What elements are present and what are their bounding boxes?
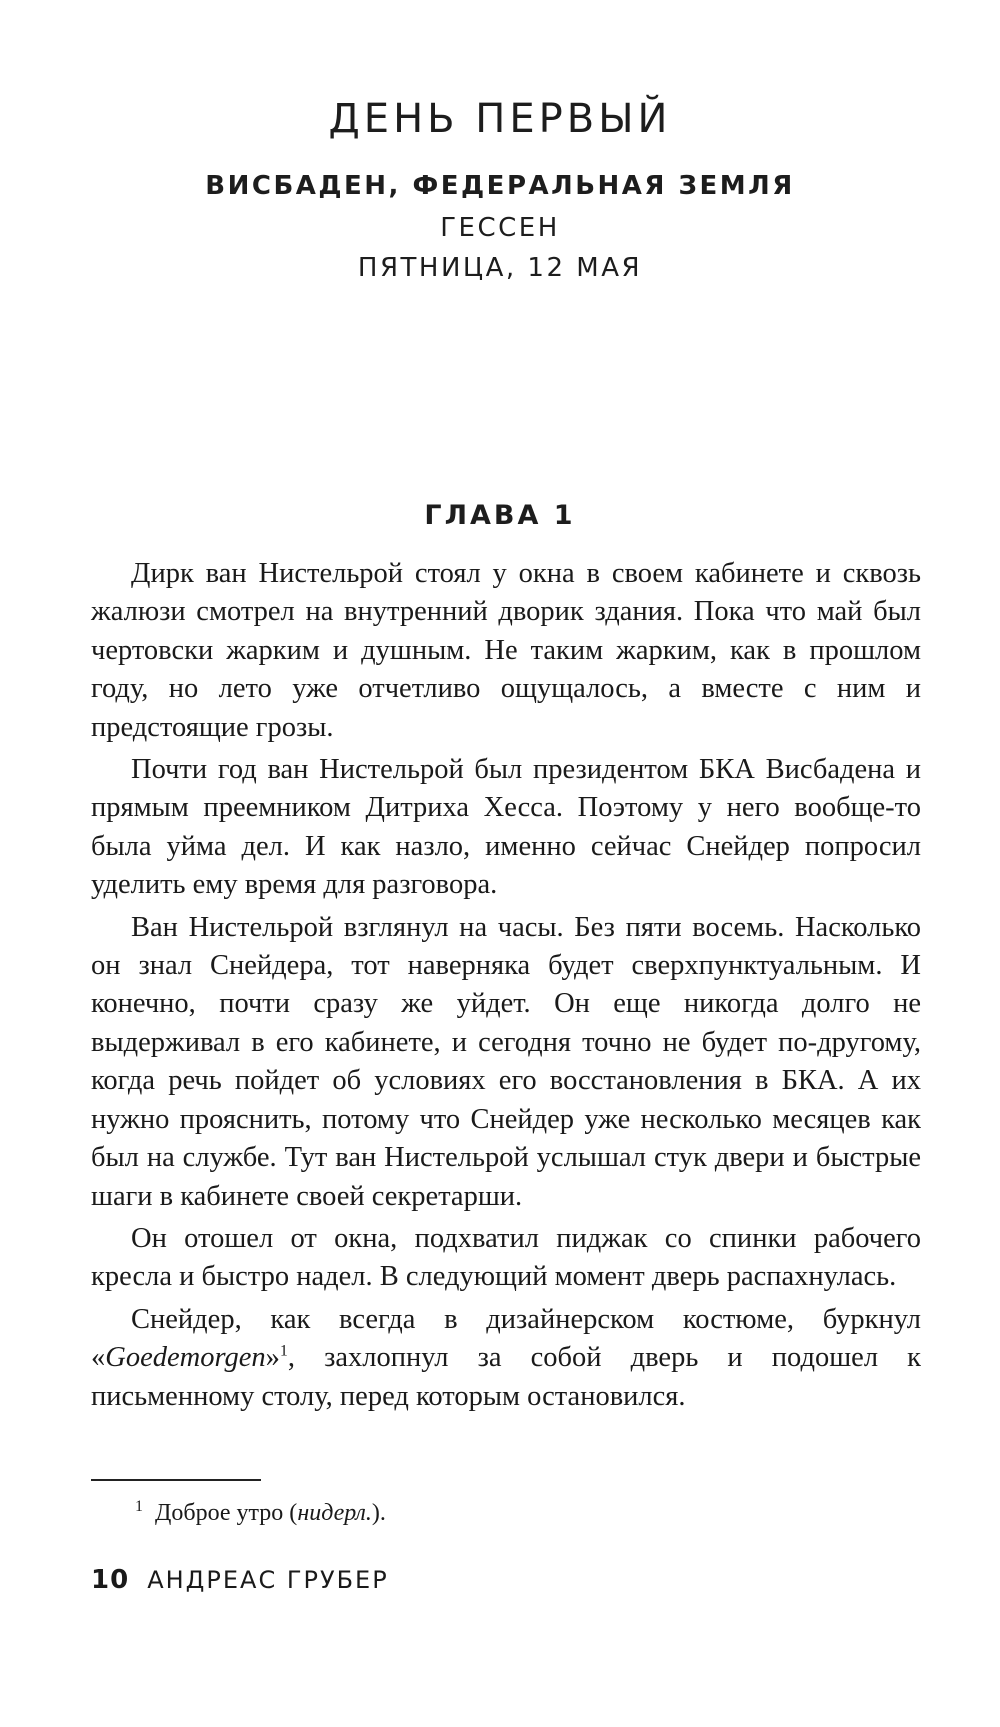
paragraph-5-start: Снейдер, как всегда в дизайнерском костюме, буркнул « [91,1303,921,1374]
page-number: 10 [91,1565,130,1595]
location-line-1: ВИСБАДЕН, ФЕДЕРАЛЬНАЯ ЗЕМЛЯ [205,171,795,201]
foreign-word: Goedemorgen [105,1342,266,1374]
footnote [135,1498,386,1528]
paragraph-5-end: , захлопнул за собой дверь и подошел к письменному столу, перед которым остановился. [91,1342,921,1412]
footnote-ref[interactable]: 1 [279,1342,288,1360]
page-footer [91,1565,389,1595]
footnote-mark: 1 [135,1498,143,1515]
footnote-text: Доброе утро ( [155,1500,298,1526]
paragraph-3: Ван Нистельрой взглянул на часы. Без пяти восемь. Насколько он знал Снейдера, тот наверняка будет сверхпунктуальным. И конечно, почти сразу же уйдет. Он еще никогда долго не выдерживал в его кабинете, и сегодня точно не будет по-другому, когда речь пойдет об условиях его восстановления в БКА. А их нужно прояснить, потому что Снейдер уже несколько месяцев как был на службе. Тут ван Нистельрой услышал стук двери и быстрые шаги в кабинете своей секретарши. [91,911,921,1212]
paragraph-2: Почти год ван Нистельрой был президентом БКА Висбадена и прямым преемником Дитриха Хесса. Поэтому у него вообще-то была уйма дел. И как назло, именно сейчас Снейдер попросил уделить ему время для разговора. [91,754,921,901]
closing-quote: » [265,1342,280,1374]
footnote-italic: нидерл. [297,1500,372,1526]
date-line: ПЯТНИЦА, 12 МАЯ [357,253,643,283]
paragraph-1: Дирк ван Нистельрой стоял у окна в своем кабинете и сквозь жалюзи смотрел на внутренний дворик здания. Пока что май был чертовски жарким и душным. Не таким жарким, как в прошлом году, но лето уже отчетливо ощущалось, а вместе с ним и предстоящие грозы. [91,558,921,743]
running-author: АНДРЕАС ГРУБЕР [147,1566,389,1594]
chapter-body [91,555,921,1416]
paragraph-4: Он отошел от окна, подхватил пиджак со спинки рабочего кресла и быстро надел. В следующий момент дверь распахнулась. [91,1222,921,1293]
location-line-2: ГЕССЕН [440,213,560,243]
footnote-end: ). [371,1500,386,1526]
paragraph-5 [91,1301,921,1416]
chapter-title: ГЛАВА 1 [424,500,576,531]
footnote-divider [91,1479,261,1481]
part-title: ДЕНЬ ПЕРВЫЙ [328,96,672,142]
